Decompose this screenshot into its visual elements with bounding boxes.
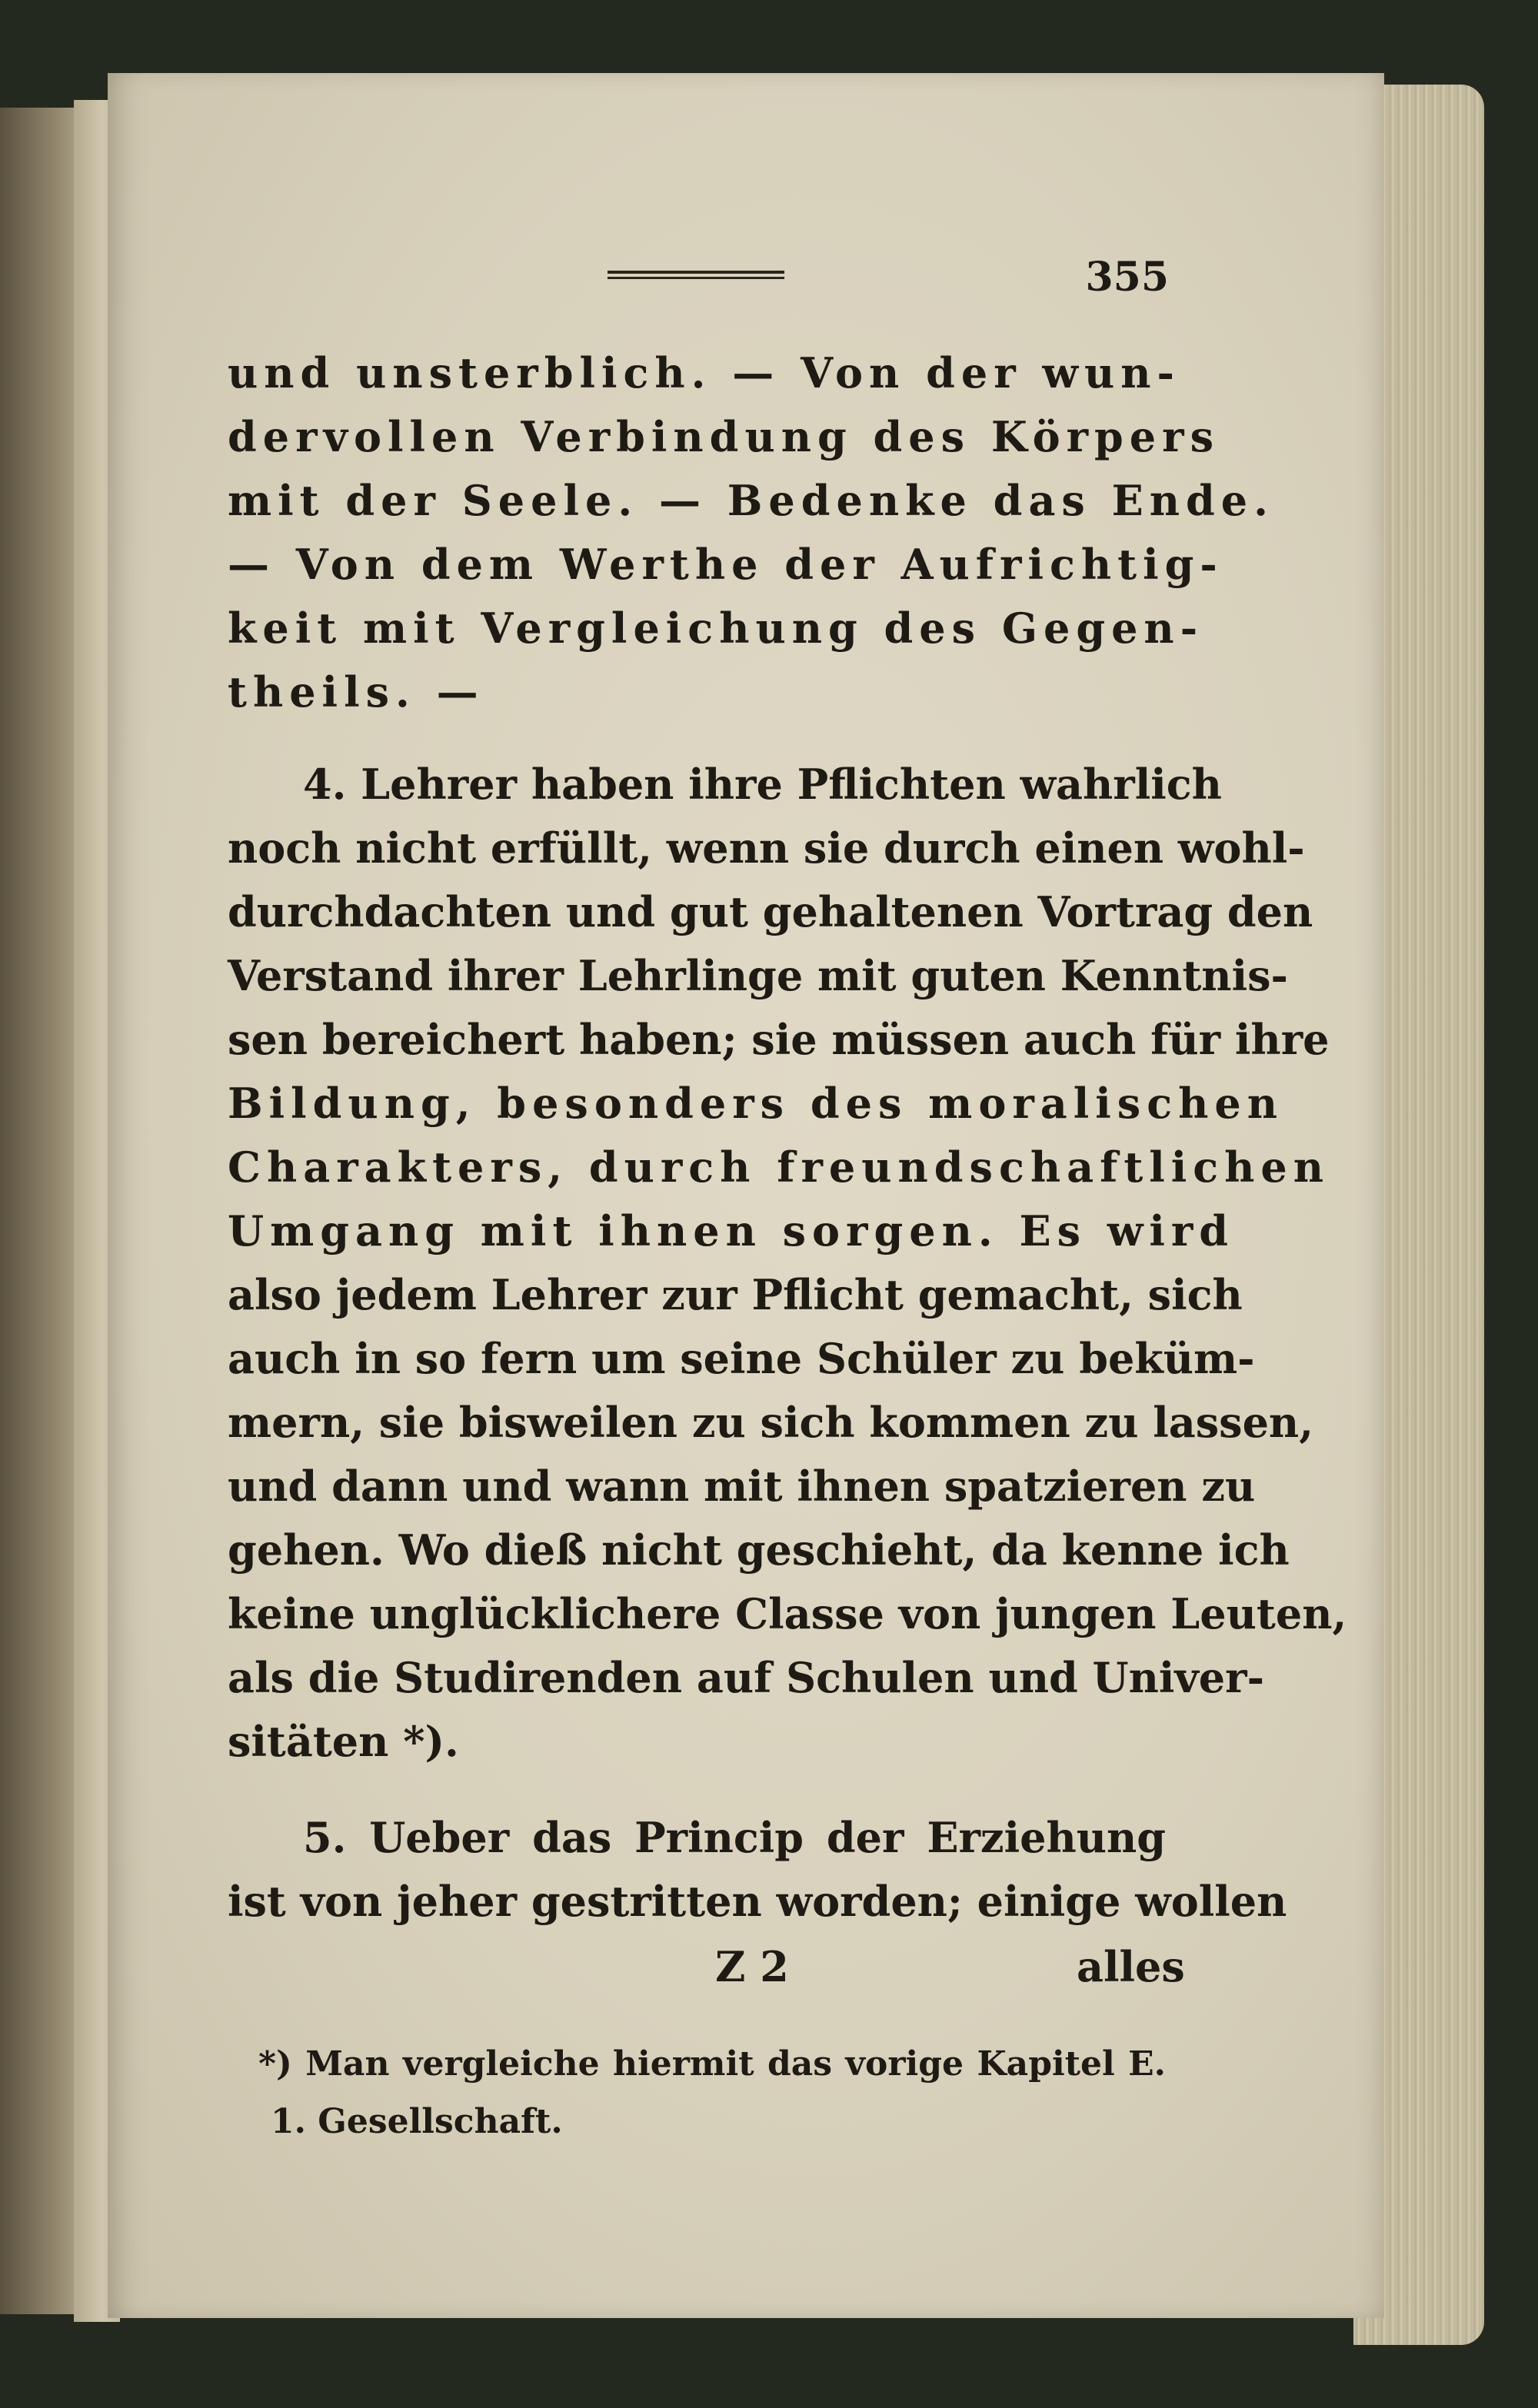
page-number: 355 bbox=[1085, 254, 1169, 301]
text-line: keine unglücklichere Classe von jungen Leuten, bbox=[228, 1589, 1347, 1638]
text-line: mit der Seele. — Bedenke das Ende. bbox=[228, 476, 1274, 525]
footnote-line: *) Man vergleiche hiermit das vorige Kapitel E. bbox=[258, 2044, 1166, 2084]
text-line: sitäten *). bbox=[228, 1717, 459, 1766]
text-line: und dann und wann mit ihnen spatzieren zu bbox=[228, 1462, 1256, 1511]
text-line: sen bereichert haben; sie müssen auch für ihre bbox=[228, 1015, 1330, 1064]
text-line: und unsterblich. — Von der wun- bbox=[228, 348, 1180, 397]
text-line: Umgang mit ihnen sorgen. Es wird bbox=[228, 1206, 1235, 1256]
paragraph-5-start: 5. Ueber das Princip der Erziehung bbox=[303, 1813, 1166, 1862]
text-line: noch nicht erfüllt, wenn sie durch einen wohl- bbox=[228, 823, 1305, 873]
footnote-line: 1. Gesellschaft. bbox=[271, 2102, 563, 2141]
text-line: keit mit Vergleichung des Gegen- bbox=[228, 604, 1204, 653]
text-line: also jedem Lehrer zur Pflicht gemacht, sich bbox=[228, 1270, 1243, 1319]
text-line: theils. — bbox=[228, 667, 484, 717]
text-line: Verstand ihrer Lehrlinge mit guten Kenntnis- bbox=[228, 951, 1288, 1000]
text-line: auch in so fern um seine Schüler zu beküm- bbox=[228, 1334, 1255, 1383]
signature-mark: Z 2 bbox=[715, 1942, 789, 1991]
text-line: ist von jeher gestritten worden; einige wollen bbox=[228, 1877, 1287, 1926]
text-line: mern, sie bisweilen zu sich kommen zu lassen, bbox=[228, 1398, 1313, 1447]
text-line: — Von dem Werthe der Aufrichtig- bbox=[228, 540, 1223, 589]
catchword: alles bbox=[1077, 1942, 1185, 1991]
text-line: gehen. Wo dieß nicht geschieht, da kenne ich bbox=[228, 1525, 1290, 1575]
text-line: als die Studirenden auf Schulen und Univer- bbox=[228, 1653, 1264, 1702]
paragraph-4-start: 4. Lehrer haben ihre Pflichten wahrlich bbox=[303, 760, 1222, 809]
text-line: durchdachten und gut gehaltenen Vortrag den bbox=[228, 887, 1313, 936]
text-line: Charakters, durch freundschaftlichen bbox=[228, 1142, 1330, 1192]
header-rule bbox=[608, 268, 784, 284]
text-line: Bildung, besonders des moralischen bbox=[228, 1079, 1283, 1128]
text-line: dervollen Verbindung des Körpers bbox=[228, 412, 1220, 461]
